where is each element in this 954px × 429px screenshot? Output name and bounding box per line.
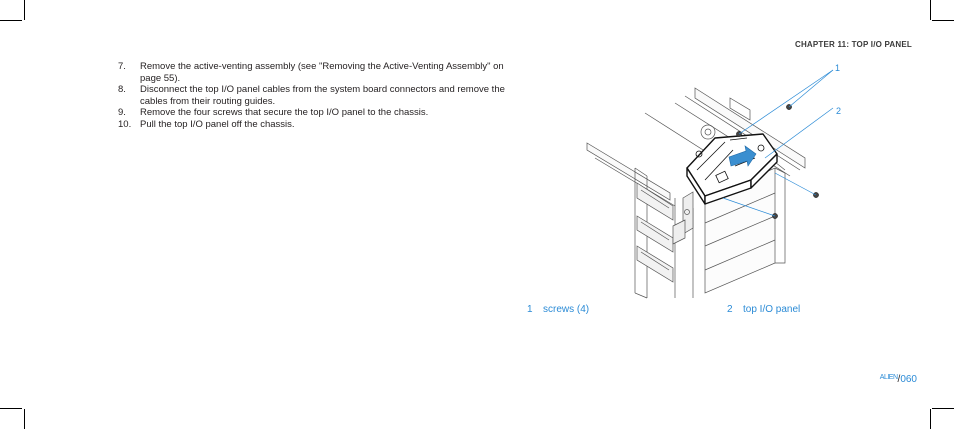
alien-logo-icon: ALIEN	[879, 374, 898, 381]
instruction-steps	[118, 61, 510, 130]
callout-label: 1	[835, 63, 841, 73]
step-text: Pull the top I/O panel off the chassis.	[140, 118, 295, 130]
step-number: 8.	[118, 84, 126, 95]
step-number: 7.	[118, 61, 126, 72]
step-item	[118, 119, 510, 131]
legend-label: screws (4)	[543, 304, 590, 315]
step-text: Disconnect the top I/O panel cables from the system board connectors and remove the cables from their routing guides.	[140, 84, 505, 107]
legend-number: 1	[527, 304, 533, 315]
crop-mark	[0, 408, 22, 409]
top-io-panel-illustration	[575, 58, 855, 303]
step-text: Remove the active-venting assembly (see "Removing the Active-Venting Assembly" on page 55).	[140, 61, 504, 84]
page-separator: /	[897, 374, 901, 385]
crop-mark	[932, 408, 954, 409]
legend-number: 2	[727, 304, 733, 315]
legend-label: top I/O panel	[743, 304, 801, 315]
crop-mark	[24, 0, 25, 20]
step-number: 9.	[118, 107, 126, 118]
legend-item	[527, 304, 589, 315]
step-item	[118, 84, 510, 107]
callout-label: 2	[836, 106, 842, 116]
crop-mark	[932, 20, 954, 21]
page-number-value: 060	[900, 374, 917, 385]
page-number	[880, 374, 917, 385]
crop-mark	[0, 20, 22, 21]
step-text: Remove the four screws that secure the top I/O panel to the chassis.	[140, 107, 429, 118]
step-item	[118, 107, 510, 119]
chapter-header: CHAPTER 11: TOP I/O PANEL	[794, 40, 912, 49]
crop-mark	[930, 409, 931, 429]
crop-mark	[24, 409, 25, 429]
crop-mark	[930, 0, 931, 20]
step-number: 10.	[118, 118, 132, 130]
legend-item	[727, 304, 800, 315]
step-item	[118, 61, 510, 84]
